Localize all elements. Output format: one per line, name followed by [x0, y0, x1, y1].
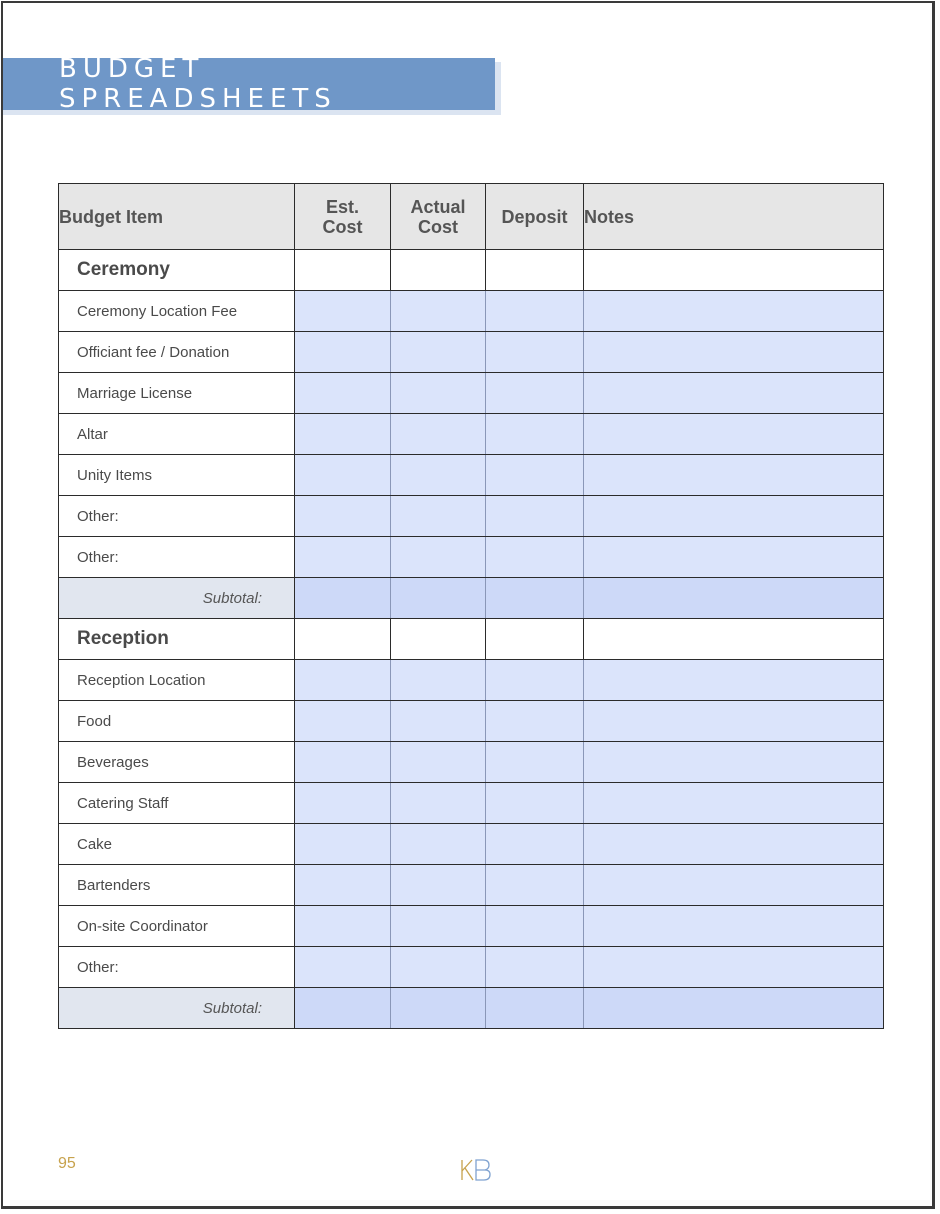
notes-cell[interactable] — [584, 865, 884, 906]
budget-item-label: Cake — [59, 824, 295, 865]
actual-cost-cell[interactable] — [391, 947, 486, 988]
budget-item-label: Marriage License — [59, 373, 295, 414]
est-cost-cell[interactable] — [295, 906, 391, 947]
est-cost-cell[interactable] — [295, 824, 391, 865]
column-header-actual-cost — [391, 184, 486, 250]
est-cost-cell[interactable] — [295, 496, 391, 537]
deposit-cell[interactable] — [486, 865, 584, 906]
budget-item-label: Other: — [59, 537, 295, 578]
section-empty-cell — [584, 619, 884, 660]
table-row — [59, 496, 884, 537]
section-empty-cell — [295, 619, 391, 660]
section-row — [59, 619, 884, 660]
est-cost-cell[interactable] — [295, 701, 391, 742]
est-cost-cell[interactable] — [295, 783, 391, 824]
budget-item-label: Other: — [59, 496, 295, 537]
subtotal-row — [59, 988, 884, 1029]
subtotal-label: Subtotal: — [59, 988, 295, 1029]
budget-item-label: Reception Location — [59, 660, 295, 701]
notes-cell[interactable] — [584, 783, 884, 824]
est-cost-cell[interactable] — [295, 373, 391, 414]
budget-item-label: Officiant fee / Donation — [59, 332, 295, 373]
section-empty-cell — [486, 619, 584, 660]
actual-cost-cell[interactable] — [391, 701, 486, 742]
table-row — [59, 414, 884, 455]
table-row — [59, 332, 884, 373]
est-cost-cell[interactable] — [295, 291, 391, 332]
budget-table — [58, 183, 884, 1029]
actual-cost-cell[interactable] — [391, 496, 486, 537]
actual-cost-cell[interactable] — [391, 824, 486, 865]
section-empty-cell — [391, 250, 486, 291]
deposit-cell[interactable] — [486, 783, 584, 824]
section-row — [59, 250, 884, 291]
notes-cell[interactable] — [584, 742, 884, 783]
est-cost-cell[interactable] — [295, 742, 391, 783]
actual-cost-cell[interactable] — [391, 291, 486, 332]
table-row — [59, 660, 884, 701]
budget-item-label: Food — [59, 701, 295, 742]
notes-cell[interactable] — [584, 660, 884, 701]
section-empty-cell — [486, 250, 584, 291]
table-header-row — [59, 184, 884, 250]
column-header-notes: Notes — [584, 184, 884, 250]
est-cost-cell[interactable] — [295, 865, 391, 906]
title-banner — [3, 54, 495, 114]
notes-cell[interactable] — [584, 496, 884, 537]
table-row — [59, 701, 884, 742]
column-header-est-cost — [295, 184, 391, 250]
table-row — [59, 906, 884, 947]
budget-item-label: Other: — [59, 947, 295, 988]
est-cost-cell[interactable] — [295, 332, 391, 373]
est-cost-cell[interactable] — [295, 947, 391, 988]
deposit-cell[interactable] — [486, 373, 584, 414]
actual-cost-cell[interactable] — [391, 373, 486, 414]
actual-cost-cell[interactable] — [391, 537, 486, 578]
actual-cost-cell[interactable] — [391, 660, 486, 701]
table-body — [59, 250, 884, 1029]
deposit-cell[interactable] — [486, 824, 584, 865]
section-empty-cell — [295, 250, 391, 291]
table-row — [59, 537, 884, 578]
subtotal-est-cost-cell[interactable] — [295, 988, 391, 1029]
est-cost-cell[interactable] — [295, 660, 391, 701]
subtotal-deposit-cell[interactable] — [486, 988, 584, 1029]
deposit-cell[interactable] — [486, 660, 584, 701]
budget-item-label: Unity Items — [59, 455, 295, 496]
column-header-actual-cost-label: Actual Cost — [410, 196, 466, 237]
table-row — [59, 824, 884, 865]
notes-cell[interactable] — [584, 291, 884, 332]
actual-cost-cell[interactable] — [391, 865, 486, 906]
deposit-cell[interactable] — [486, 701, 584, 742]
kb-monogram-icon — [459, 1156, 493, 1184]
deposit-cell[interactable] — [486, 906, 584, 947]
table-row — [59, 742, 884, 783]
subtotal-est-cost-cell[interactable] — [295, 578, 391, 619]
section-title: Ceremony — [59, 250, 295, 291]
page-number: 95 — [58, 1155, 76, 1172]
subtotal-notes-cell[interactable] — [584, 578, 884, 619]
deposit-cell[interactable] — [486, 947, 584, 988]
deposit-cell[interactable] — [486, 537, 584, 578]
budget-item-label: Beverages — [59, 742, 295, 783]
budget-item-label: Catering Staff — [59, 783, 295, 824]
actual-cost-cell[interactable] — [391, 332, 486, 373]
notes-cell[interactable] — [584, 373, 884, 414]
deposit-cell[interactable] — [486, 496, 584, 537]
notes-cell[interactable] — [584, 537, 884, 578]
subtotal-actual-cost-cell[interactable] — [391, 988, 486, 1029]
deposit-cell[interactable] — [486, 291, 584, 332]
subtotal-actual-cost-cell[interactable] — [391, 578, 486, 619]
notes-cell[interactable] — [584, 332, 884, 373]
subtotal-notes-cell[interactable] — [584, 988, 884, 1029]
budget-item-label: Ceremony Location Fee — [59, 291, 295, 332]
notes-cell[interactable] — [584, 906, 884, 947]
budget-item-label: Altar — [59, 414, 295, 455]
notes-cell[interactable] — [584, 824, 884, 865]
deposit-cell[interactable] — [486, 414, 584, 455]
budget-item-label: On-site Coordinator — [59, 906, 295, 947]
table-row — [59, 947, 884, 988]
est-cost-cell[interactable] — [295, 537, 391, 578]
table-row — [59, 455, 884, 496]
column-header-est-cost-label: Est. Cost — [322, 196, 363, 237]
deposit-cell[interactable] — [486, 455, 584, 496]
est-cost-cell[interactable] — [295, 455, 391, 496]
notes-cell[interactable] — [584, 947, 884, 988]
subtotal-label: Subtotal: — [59, 578, 295, 619]
notes-cell[interactable] — [584, 701, 884, 742]
subtotal-deposit-cell[interactable] — [486, 578, 584, 619]
deposit-cell[interactable] — [486, 742, 584, 783]
actual-cost-cell[interactable] — [391, 742, 486, 783]
table-row — [59, 783, 884, 824]
subtotal-row — [59, 578, 884, 619]
table-row — [59, 373, 884, 414]
column-header-deposit: Deposit — [486, 184, 584, 250]
section-title: Reception — [59, 619, 295, 660]
actual-cost-cell[interactable] — [391, 455, 486, 496]
page-title: BUDGET SPREADSHEETS — [59, 54, 337, 114]
deposit-cell[interactable] — [486, 332, 584, 373]
budget-item-label: Bartenders — [59, 865, 295, 906]
table-row — [59, 865, 884, 906]
section-empty-cell — [391, 619, 486, 660]
est-cost-cell[interactable] — [295, 414, 391, 455]
actual-cost-cell[interactable] — [391, 414, 486, 455]
table-row — [59, 291, 884, 332]
actual-cost-cell[interactable] — [391, 906, 486, 947]
section-empty-cell — [584, 250, 884, 291]
actual-cost-cell[interactable] — [391, 783, 486, 824]
column-header-budget-item: Budget Item — [59, 184, 295, 250]
notes-cell[interactable] — [584, 455, 884, 496]
notes-cell[interactable] — [584, 414, 884, 455]
